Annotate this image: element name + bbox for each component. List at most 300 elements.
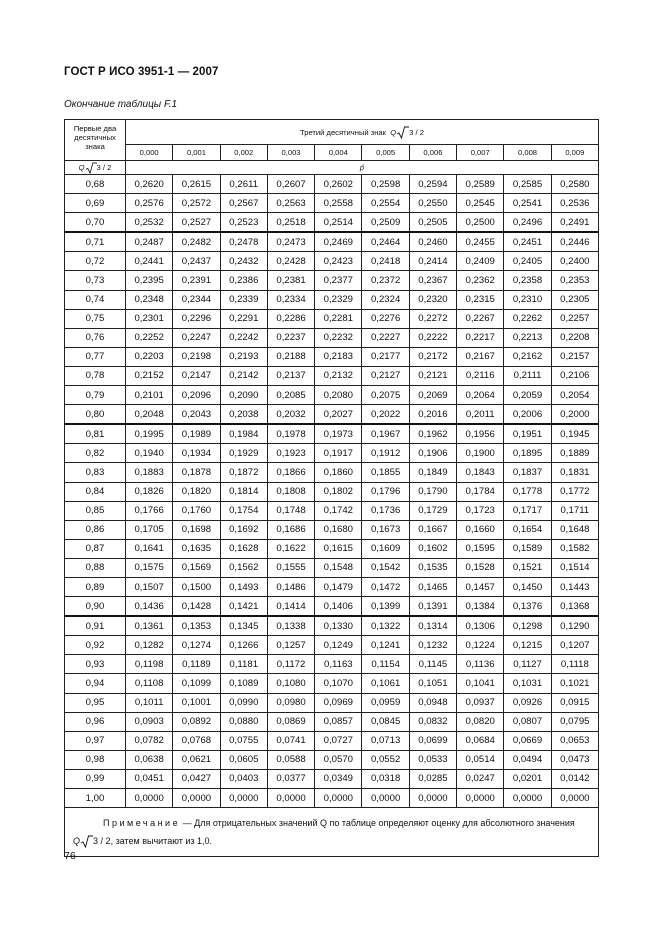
value-cell: 0,2069	[409, 386, 456, 405]
row-key-cell: 0,98	[65, 750, 126, 769]
value-cell: 0,0699	[409, 731, 456, 750]
header-row-top	[65, 120, 599, 145]
value-cell: 0,0000	[220, 789, 267, 808]
third-digit-header	[126, 120, 599, 145]
digit-column-header: 0,003	[267, 145, 314, 161]
value-cell: 0,1934	[173, 444, 220, 463]
value-cell: 0,1399	[362, 597, 409, 617]
value-cell: 0,1826	[126, 482, 173, 501]
header-row-p	[65, 161, 599, 175]
divisor: / 2	[100, 836, 111, 847]
value-cell: 0,1181	[220, 655, 267, 674]
value-cell: 0,2344	[173, 290, 220, 309]
value-cell: 0,2252	[126, 328, 173, 347]
value-cell: 0,1589	[504, 539, 551, 558]
row-key-cell: 0,94	[65, 674, 126, 693]
value-cell: 0,2469	[315, 232, 362, 252]
row-key-cell: 0,77	[65, 347, 126, 366]
value-cell: 0,2188	[267, 347, 314, 366]
q-symbol: Q	[73, 836, 81, 847]
table-row	[65, 769, 599, 788]
value-cell: 0,2310	[504, 290, 551, 309]
value-cell: 0,1542	[362, 558, 409, 577]
value-cell: 0,1535	[409, 558, 456, 577]
value-cell: 0,2262	[504, 309, 551, 328]
value-cell: 0,0727	[315, 731, 362, 750]
table-row	[65, 482, 599, 501]
value-cell: 0,1698	[173, 520, 220, 539]
value-cell: 0,1089	[220, 674, 267, 693]
value-cell: 0,0669	[504, 731, 551, 750]
value-cell: 0,1555	[267, 558, 314, 577]
row-key-cell: 0,74	[65, 290, 126, 309]
value-cell: 0,1814	[220, 482, 267, 501]
value-cell: 0,1628	[220, 539, 267, 558]
digit-column-header: 0,005	[362, 145, 409, 161]
value-cell: 0,1622	[267, 539, 314, 558]
p-hat-symbol: p̂	[359, 163, 365, 172]
value-cell: 0,1189	[173, 655, 220, 674]
note-text-after: , затем вычитают из 1,0.	[110, 836, 213, 847]
row-key-cell: 0,69	[65, 194, 126, 213]
digit-column-header: 0,008	[504, 145, 551, 161]
first-header-line-1: Первые два	[73, 124, 117, 133]
value-cell: 0,1548	[315, 558, 362, 577]
value-cell: 0,2193	[220, 347, 267, 366]
value-cell: 0,0684	[457, 731, 504, 750]
value-cell: 0,1486	[267, 577, 314, 596]
value-cell: 0,1906	[409, 444, 456, 463]
value-cell: 0,2276	[362, 309, 409, 328]
value-cell: 0,1790	[409, 482, 456, 501]
value-cell: 0,2541	[504, 194, 551, 213]
value-cell: 0,0741	[267, 731, 314, 750]
value-cell: 0,1602	[409, 539, 456, 558]
value-cell: 0,0653	[551, 731, 598, 750]
value-cell: 0,1866	[267, 463, 314, 482]
table-row	[65, 750, 599, 769]
value-cell: 0,2301	[126, 309, 173, 328]
value-cell: 0,2550	[409, 194, 456, 213]
value-cell: 0,1635	[173, 539, 220, 558]
value-cell: 0,0980	[267, 693, 314, 712]
value-cell: 0,0000	[315, 789, 362, 808]
value-cell: 0,2203	[126, 347, 173, 366]
table-row	[65, 424, 599, 444]
value-cell: 0,1717	[504, 501, 551, 520]
digit-column-header: 0,006	[409, 145, 456, 161]
value-cell: 0,1989	[173, 424, 220, 444]
value-cell: 0,2500	[457, 213, 504, 233]
table-row	[65, 252, 599, 271]
value-cell: 0,1686	[267, 520, 314, 539]
value-cell: 0,2222	[409, 328, 456, 347]
table-row	[65, 674, 599, 693]
value-cell: 0,2353	[551, 271, 598, 290]
value-cell: 0,1951	[504, 424, 551, 444]
value-cell: 0,0552	[362, 750, 409, 769]
value-cell: 0,2339	[220, 290, 267, 309]
value-cell: 0,2437	[173, 252, 220, 271]
value-cell: 0,0201	[504, 769, 551, 788]
radicand: 3	[93, 836, 99, 847]
row-key-cell: 0,84	[65, 482, 126, 501]
value-cell: 0,1705	[126, 520, 173, 539]
value-cell: 0,2554	[362, 194, 409, 213]
first-header-formula-cell	[65, 161, 126, 175]
digit-column-header: 0,001	[173, 145, 220, 161]
value-cell: 0,0403	[220, 769, 267, 788]
value-cell: 0,1384	[457, 597, 504, 617]
value-cell: 0,1929	[220, 444, 267, 463]
value-cell: 0,2090	[220, 386, 267, 405]
third-digit-label: Третий десятичный знак	[300, 127, 386, 137]
value-cell: 0,0969	[315, 693, 362, 712]
row-key-cell: 0,89	[65, 577, 126, 596]
value-cell: 0,2580	[551, 175, 598, 194]
radicand: 3	[96, 163, 101, 172]
value-cell: 0,1136	[457, 655, 504, 674]
value-cell: 0,2022	[362, 405, 409, 425]
value-cell: 0,2523	[220, 213, 267, 233]
value-cell: 0,1673	[362, 520, 409, 539]
value-cell: 0,2177	[362, 347, 409, 366]
value-cell: 0,0926	[504, 693, 551, 712]
value-cell: 0,1883	[126, 463, 173, 482]
value-cell: 0,2152	[126, 366, 173, 385]
table-row	[65, 309, 599, 328]
value-cell: 0,2428	[267, 252, 314, 271]
value-cell: 0,2611	[220, 175, 267, 194]
value-cell: 0,0533	[409, 750, 456, 769]
value-cell: 0,1479	[315, 577, 362, 596]
value-cell: 0,1031	[504, 674, 551, 693]
first-header-line-3: знака	[85, 142, 105, 151]
value-cell: 0,1808	[267, 482, 314, 501]
value-cell: 0,2358	[504, 271, 551, 290]
value-cell: 0,0000	[126, 789, 173, 808]
row-key-cell: 0,96	[65, 712, 126, 731]
table-row	[65, 539, 599, 558]
table-row	[65, 731, 599, 750]
value-cell: 0,2446	[551, 232, 598, 252]
value-cell: 0,2372	[362, 271, 409, 290]
value-cell: 0,2232	[315, 328, 362, 347]
value-cell: 0,1514	[551, 558, 598, 577]
value-cell: 0,0570	[315, 750, 362, 769]
value-cell: 0,2296	[173, 309, 220, 328]
value-cell: 0,1609	[362, 539, 409, 558]
value-cell: 0,1322	[362, 616, 409, 636]
value-cell: 0,0000	[551, 789, 598, 808]
table-row	[65, 213, 599, 233]
value-cell: 0,0845	[362, 712, 409, 731]
value-cell: 0,1450	[504, 577, 551, 596]
value-cell: 0,2157	[551, 347, 598, 366]
value-cell: 0,2536	[551, 194, 598, 213]
value-cell: 0,2320	[409, 290, 456, 309]
value-cell: 0,2460	[409, 232, 456, 252]
row-key-cell: 0,86	[65, 520, 126, 539]
row-key-cell: 0,88	[65, 558, 126, 577]
value-cell: 0,1692	[220, 520, 267, 539]
value-cell: 0,1736	[362, 501, 409, 520]
value-cell: 0,1021	[551, 674, 598, 693]
q-symbol: Q	[390, 127, 397, 137]
value-cell: 0,2620	[126, 175, 173, 194]
value-cell: 0,1878	[173, 463, 220, 482]
value-cell: 0,2527	[173, 213, 220, 233]
value-cell: 0,1615	[315, 539, 362, 558]
value-cell: 0,0473	[551, 750, 598, 769]
value-cell: 0,2006	[504, 405, 551, 425]
value-cell: 0,2127	[362, 366, 409, 385]
value-cell: 0,2348	[126, 290, 173, 309]
value-cell: 0,1070	[315, 674, 362, 693]
value-cell: 0,1207	[551, 636, 598, 655]
value-cell: 0,2167	[457, 347, 504, 366]
table-row	[65, 577, 599, 596]
value-cell: 0,1163	[315, 655, 362, 674]
value-cell: 0,2478	[220, 232, 267, 252]
value-cell: 0,2487	[126, 232, 173, 252]
value-cell: 0,0937	[457, 693, 504, 712]
value-cell: 0,1376	[504, 597, 551, 617]
value-cell: 0,1754	[220, 501, 267, 520]
value-cell: 0,1215	[504, 636, 551, 655]
value-cell: 0,2509	[362, 213, 409, 233]
value-cell: 0,1820	[173, 482, 220, 501]
row-key-cell: 0,76	[65, 328, 126, 347]
value-cell: 0,2286	[267, 309, 314, 328]
row-key-cell: 0,80	[65, 405, 126, 425]
value-cell: 0,0377	[267, 769, 314, 788]
divisor: / 2	[102, 163, 112, 172]
value-cell: 0,0605	[220, 750, 267, 769]
row-key-cell: 0,83	[65, 463, 126, 482]
value-cell: 0,0768	[173, 731, 220, 750]
table-row	[65, 386, 599, 405]
sqrt-sign-icon	[85, 162, 97, 174]
value-cell: 0,2064	[457, 386, 504, 405]
table-row	[65, 290, 599, 309]
table-row	[65, 194, 599, 213]
value-cell: 0,1940	[126, 444, 173, 463]
value-cell: 0,1500	[173, 577, 220, 596]
value-cell: 0,1595	[457, 539, 504, 558]
radicand: 3	[409, 127, 414, 137]
value-cell: 0,2400	[551, 252, 598, 271]
value-cell: 0,1802	[315, 482, 362, 501]
value-cell: 0,2589	[457, 175, 504, 194]
value-cell: 0,1521	[504, 558, 551, 577]
value-cell: 0,1257	[267, 636, 314, 655]
value-cell: 0,0000	[362, 789, 409, 808]
value-cell: 0,1330	[315, 616, 362, 636]
value-cell: 0,0915	[551, 693, 598, 712]
value-cell: 0,1421	[220, 597, 267, 617]
table-row	[65, 616, 599, 636]
value-cell: 0,1849	[409, 463, 456, 482]
value-cell: 0,2121	[409, 366, 456, 385]
p-hat-header	[126, 161, 599, 175]
value-cell: 0,1266	[220, 636, 267, 655]
value-cell: 0,2172	[409, 347, 456, 366]
value-cell: 0,1290	[551, 616, 598, 636]
value-cell: 0,2598	[362, 175, 409, 194]
value-cell: 0,2011	[457, 405, 504, 425]
value-cell: 0,0948	[409, 693, 456, 712]
table-row	[65, 501, 599, 520]
value-cell: 0,1127	[504, 655, 551, 674]
value-cell: 0,2496	[504, 213, 551, 233]
note-label: Примечание	[103, 818, 181, 829]
table-row	[65, 655, 599, 674]
value-cell: 0,2106	[551, 366, 598, 385]
value-cell: 0,0000	[409, 789, 456, 808]
value-cell: 0,2016	[409, 405, 456, 425]
value-cell: 0,1837	[504, 463, 551, 482]
value-cell: 0,0588	[267, 750, 314, 769]
digit-column-header: 0,009	[551, 145, 598, 161]
row-key-cell: 0,95	[65, 693, 126, 712]
value-cell: 0,2567	[220, 194, 267, 213]
note-text-before: — Для отрицательных значений Q по таблице определяют оценку для абсолютного значения	[180, 818, 575, 829]
value-cell: 0,1667	[409, 520, 456, 539]
value-cell: 0,1443	[551, 577, 598, 596]
value-cell: 0,0820	[457, 712, 504, 731]
value-cell: 0,2377	[315, 271, 362, 290]
table-row	[65, 328, 599, 347]
value-cell: 0,1742	[315, 501, 362, 520]
value-cell: 0,1843	[457, 463, 504, 482]
digit-column-header: 0,007	[457, 145, 504, 161]
digit-column-header: 0,000	[126, 145, 173, 161]
value-cell: 0,0247	[457, 769, 504, 788]
value-cell: 0,2558	[315, 194, 362, 213]
page-number: 76	[64, 850, 76, 862]
value-cell: 0,1962	[409, 424, 456, 444]
table-row	[65, 271, 599, 290]
value-cell: 0,1314	[409, 616, 456, 636]
value-cell: 0,1428	[173, 597, 220, 617]
value-cell: 0,1784	[457, 482, 504, 501]
row-key-cell: 0,78	[65, 366, 126, 385]
value-cell: 0,1051	[409, 674, 456, 693]
value-cell: 0,1282	[126, 636, 173, 655]
value-cell: 0,1973	[315, 424, 362, 444]
row-key-cell: 0,90	[65, 597, 126, 617]
value-cell: 0,2242	[220, 328, 267, 347]
row-key-cell: 0,93	[65, 655, 126, 674]
value-cell: 0,2607	[267, 175, 314, 194]
value-cell: 0,2386	[220, 271, 267, 290]
value-cell: 0,2208	[551, 328, 598, 347]
value-cell: 0,2305	[551, 290, 598, 309]
value-cell: 0,1298	[504, 616, 551, 636]
sqrt-sign-icon	[396, 126, 409, 139]
value-cell: 0,1917	[315, 444, 362, 463]
value-cell: 0,1660	[457, 520, 504, 539]
value-cell: 0,0713	[362, 731, 409, 750]
value-cell: 0,2405	[504, 252, 551, 271]
value-cell: 0,0807	[504, 712, 551, 731]
value-cell: 0,2409	[457, 252, 504, 271]
value-cell: 0,1945	[551, 424, 598, 444]
value-cell: 0,1224	[457, 636, 504, 655]
value-cell: 0,1472	[362, 577, 409, 596]
value-cell: 0,2080	[315, 386, 362, 405]
row-key-cell: 0,82	[65, 444, 126, 463]
value-cell: 0,1729	[409, 501, 456, 520]
value-cell: 0,0494	[504, 750, 551, 769]
value-cell: 0,1457	[457, 577, 504, 596]
value-cell: 0,0427	[173, 769, 220, 788]
first-header-line-2: десятичных	[74, 133, 116, 142]
value-cell: 0,1274	[173, 636, 220, 655]
table-row	[65, 463, 599, 482]
value-cell: 0,0000	[267, 789, 314, 808]
value-cell: 0,2162	[504, 347, 551, 366]
row-key-cell: 0,73	[65, 271, 126, 290]
value-cell: 0,0903	[126, 712, 173, 731]
value-cell: 0,1748	[267, 501, 314, 520]
value-cell: 0,2391	[173, 271, 220, 290]
row-key-cell: 0,79	[65, 386, 126, 405]
value-cell: 0,2032	[267, 405, 314, 425]
table-row	[65, 175, 599, 194]
value-cell: 0,1041	[457, 674, 504, 693]
value-cell: 0,2432	[220, 252, 267, 271]
value-cell: 0,1895	[504, 444, 551, 463]
value-cell: 0,2315	[457, 290, 504, 309]
value-cell: 0,2455	[457, 232, 504, 252]
row-key-cell: 0,92	[65, 636, 126, 655]
value-cell: 0,0755	[220, 731, 267, 750]
table-row	[65, 789, 599, 808]
row-key-cell: 0,99	[65, 769, 126, 788]
sqrt-sign-icon	[80, 835, 93, 848]
table-row	[65, 636, 599, 655]
value-cell: 0,2381	[267, 271, 314, 290]
first-two-digits-header	[65, 120, 126, 161]
value-cell: 0,2183	[315, 347, 362, 366]
value-cell: 0,1368	[551, 597, 598, 617]
value-cell: 0,1232	[409, 636, 456, 655]
row-key-cell: 0,70	[65, 213, 126, 233]
value-cell: 0,2482	[173, 232, 220, 252]
table-row	[65, 558, 599, 577]
value-cell: 0,2054	[551, 386, 598, 405]
value-cell: 0,1872	[220, 463, 267, 482]
value-cell: 0,2362	[457, 271, 504, 290]
value-cell: 0,1855	[362, 463, 409, 482]
value-cell: 0,2334	[267, 290, 314, 309]
value-cell: 0,2563	[267, 194, 314, 213]
value-cell: 0,1154	[362, 655, 409, 674]
value-cell: 0,1923	[267, 444, 314, 463]
value-cell: 0,1648	[551, 520, 598, 539]
value-cell: 0,0318	[362, 769, 409, 788]
table-caption: Окончание таблицы F.1	[64, 99, 178, 110]
value-cell: 0,2142	[220, 366, 267, 385]
value-cell: 0,1654	[504, 520, 551, 539]
table-row	[65, 405, 599, 425]
value-cell: 0,2257	[551, 309, 598, 328]
value-cell: 0,0285	[409, 769, 456, 788]
divisor: / 2	[415, 127, 424, 137]
value-cell: 0,1900	[457, 444, 504, 463]
